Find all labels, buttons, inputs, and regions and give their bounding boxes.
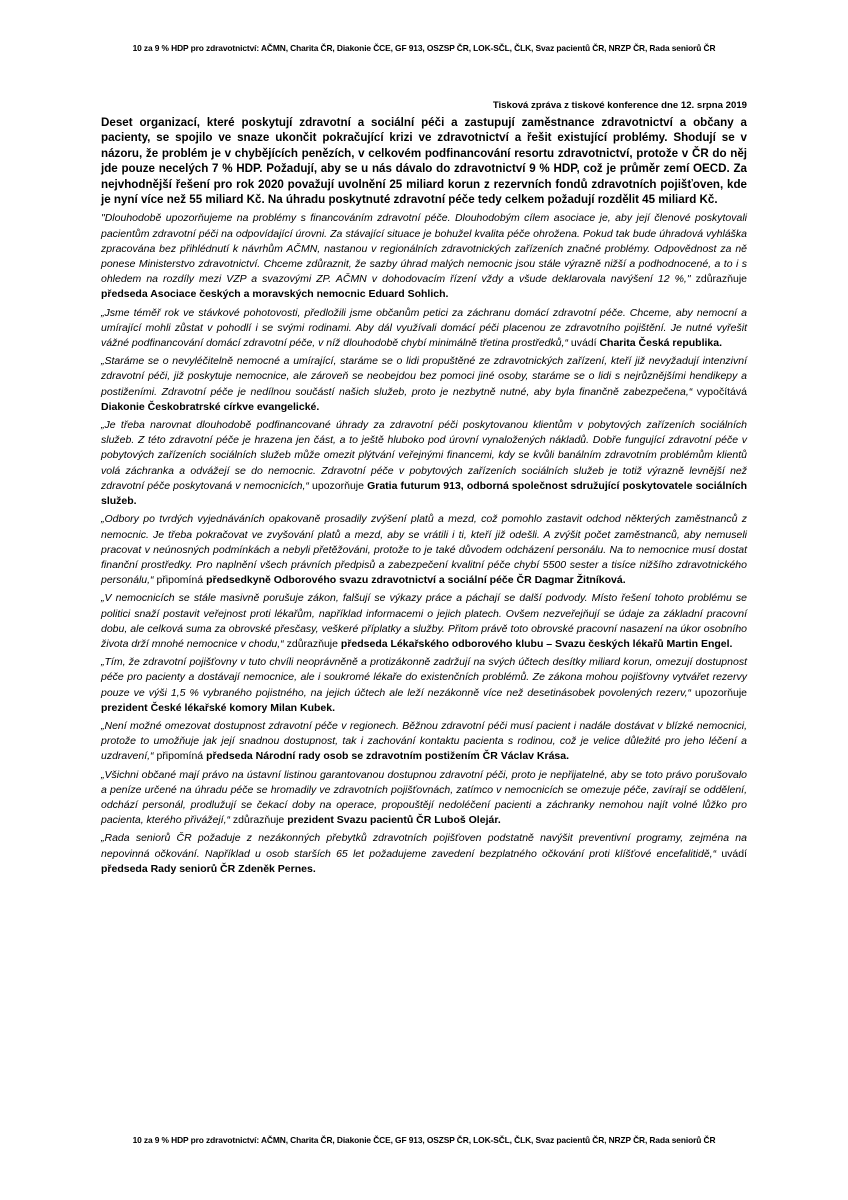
speaker: předsedkyně Odborového svazu zdravotnictví a sociální péče ČR Dagmar Žitníková.: [206, 574, 626, 587]
quote-text: „Staráme se o nevyléčitelně nemocné a umírající, staráme se o lidi propuštěné ze zdravotnických zařízení, kteří již nevyžadují intenzivní zdravotní péči, již poskytuje nemocnice, ale zároveň se neobejdou bez pomoci jiné osoby, staráme se o lidi s nejrůznějšími hendikepy a postiženími. Zdravotní péče je nedílnou součástí našich služeb, proto je nezbytně nutné, aby byla finančně zabezpečena,“: [101, 355, 747, 398]
quote-paragraph: [101, 655, 747, 716]
quote-paragraph: [101, 418, 747, 509]
attribution-verb: připomíná: [156, 574, 204, 587]
dateline: Tisková zpráva z tiskové konference dne 12. srpna 2019: [492, 100, 747, 111]
attribution-verb: připomíná: [156, 750, 204, 763]
running-header: 10 za 9 % HDP pro zdravotnictví: AČMN, Charita ČR, Diakonie ČCE, GF 913, OSZSP ČR, LOK-SČL, ČLK, Svaz pacientů ČR, NRZP ČR, Rada seniorů ČR: [132, 43, 716, 53]
quote-list: [101, 211, 747, 877]
quote-paragraph: [101, 354, 747, 415]
quote-paragraph: [101, 211, 747, 302]
attribution-verb: upozorňuje: [695, 686, 748, 699]
attribution-verb: uvádí: [570, 337, 597, 350]
speaker: Gratia futurum 913, odborná společnost sdružující poskytovatele sociálních služeb.: [101, 479, 748, 508]
quote-text: „Odbory po tvrdých vyjednáváních opakovaně prosadily zvýšení platů a mezd, což pomohlo zastavit odchod některých zaměstnanců z nemocnic. Je třeba pokračovat ve zvyšování platů a mezd, aby se vrátili i ti, kteří již odešli. A zvýšit počet zaměstnanců, aby nemuseli pracovat v neúnosných podmínkách a nebyli přetěžováni, protože to je také důvodem odcházení personálu. Na to nemocnice musí dostat finanční prostředky. Pro naplnění všech právních předpisů a zabezpečení kvalitní péče chybí 5500 sester a tisíce nižšího zdravotnického personálu,“: [101, 513, 747, 587]
attribution-verb: zdůrazňuje: [232, 814, 285, 827]
document-body: [101, 99, 747, 880]
quote-paragraph: [101, 306, 747, 352]
quote-text: "Dlouhodobě upozorňujeme na problémy s financováním zdravotní péče. Dlouhodobým cílem asociace je, aby její členové poskytovali pacientům zdravotní péči na odpovídající úrovni. Za stávající situace je bohužel kvalita péče ohrožena. Pokud tak bude úhradová vyhláška zpracována bez přihlédnutí k návrhům AČMN, nastanou v regionálních zdravotnických zařízeních značné problémy. Odpovědnost za ně ponese Ministerstvo zdravotnictví. Chceme zdůraznit, že sazby úhrad malých nemocnic jsou stále výrazně nižší a podhodnocené, a to i s ohledem na rozdíly mezi VZP a svazovými ZP. AČMN v dohodovacím řízení vždy a všude deklarovala navýšení 12 %,": [101, 212, 747, 286]
speaker: předseda Rady seniorů ČR Zdeněk Pernes.: [101, 862, 316, 875]
attribution-verb: upozorňuje: [312, 479, 364, 492]
attribution-verb: uvádí: [721, 847, 747, 860]
speaker: předseda Národní rady osob se zdravotním postižením ČR Václav Krása.: [206, 750, 570, 763]
speaker: prezident Svazu pacientů ČR Luboš Olejár.: [287, 814, 501, 827]
quote-text: „Rada seniorů ČR požaduje z nezákonných přebytků zdravotních pojišťoven podstatně navýšit preventivní programy, zejména na nepovinná očkování. Například u osob starších 65 let požadujeme zavedení bezplatného očkování proti klíšťové encefalitidě,“: [101, 832, 747, 860]
speaker: prezident České lékařské komory Milan Kubek.: [101, 701, 336, 714]
lead-paragraph: Deset organizací, které poskytují zdravotní a sociální péči a zastupují zaměstnance zdravotnictví a občany a pacienty, se spojilo ve snaze ukončit pokračující krizi ve zdravotnictví a řešit existující problémy. Shodují se v názoru, že problém je v chybějících penězích, v celkovém podfinancování resortu zdravotnictví, protože v ČR do něj jde pouze necelých 7 % HDP. Požadují, aby se u nás dávalo do zdravotnictví 9 % HDP, což je průměr zemí OECD. Za nejvhodnější řešení pro rok 2020 považují uvolnění 25 miliard korun z rezervních fondů zdravotních pojišťoven, kde je nyní více než 55 miliard Kč. Na úhradu poskytnuté zdravotní péče tedy celkem požadují rozdělit 45 miliard Kč.: [101, 116, 747, 207]
speaker: předseda Lékařského odborového klubu – Svazu českých lékařů Martin Engel.: [340, 637, 733, 650]
quote-text: „V nemocnicích se stále masivně porušuje zákon, falšují se výkazy práce a páchají se další podvody. Místo řešení tohoto problému se politici snaží postavit veřejnost proti lékařům, například informacemi o jejich platech. Ovšem nezveřejňují se údaje za základní pracovní dobu, ale celková suma za obrovské přesčasy, veškeré příplatky a služby. Přitom právě toto obrovské pracovní nasazení na úkor osobního života drží mnohé nemocnice v chodu,“: [101, 592, 747, 650]
running-footer: 10 za 9 % HDP pro zdravotnictví: AČMN, Charita ČR, Diakonie ČCE, GF 913, OSZSP ČR, LOK-SČL, ČLK, Svaz pacientů ČR, NRZP ČR, Rada seniorů ČR: [132, 1135, 716, 1145]
quote-paragraph: [101, 768, 747, 829]
quote-text: „Tím, že zdravotní pojišťovny v tuto chvíli neoprávněně a protizákonně zadržují na svých účtech desítky miliard korun, omezují dostupnost péče pro pacienty a dostávají nemocnice, ale i soukromé lékaře do existenčních problémů. Ze zákona mohou pojišťovny vytvářet rezervy pouze ve výši 1,5 % vybraného pojistného, na jejich účtech ale leží nezákonně více než desetinásobek povolených rezerv,“: [101, 656, 747, 699]
speaker: Diakonie Českobratrské církve evangelické.: [101, 400, 320, 413]
speaker: Charita Česká republika.: [599, 337, 723, 350]
quote-text: „Všichni občané mají právo na ústavní listinou garantovanou dostupnou zdravotní péči, proto je nepřijatelné, aby se toto právo porušovalo a peníze určené na úhradu péče se hromadily ve zdravotních pojišťovnách, zatímco v nemocnicích se omezuje péče, zavírají se oddělení, odchází personál, prodlužují se čekací doby na operace, propouštějí nedoléčení pacienti a záchranky nemohou najít volné lůžko pro pacienta, kterého přivážejí,“: [101, 768, 747, 827]
quote-paragraph: [101, 831, 747, 877]
attribution-verb: zdůrazňuje: [695, 273, 747, 286]
attribution-verb: vypočítává: [696, 385, 747, 398]
quote-text: „Je třeba narovnat dlouhodobě podfinancované úhrady za zdravotní péči poskytovanou klientům v pobytových zařízeních sociálních služeb. Z této zdravotní péče je hrazena jen část, a to ještě hluboko pod úrovní vynaložených nákladů. Dobře fungující zdravotní péče v pobytových zařízeních sociálních služeb může omezit plýtvání veřejnými financemi, kdy se kvůli banálním zdravotním problémům klientů volá záchranka a odvážejí se do nemocnic. Zdravotní péče v pobytových zařízeních sociálních služeb je totiž výrazně levnější než zdravotní péče poskytovaná v nemocnicích,“: [101, 419, 747, 492]
quote-paragraph: [101, 512, 747, 588]
quote-paragraph: [101, 719, 747, 765]
quote-text: „Není možné omezovat dostupnost zdravotní péče v regionech. Běžnou zdravotní péči musí pacient i nadále dostávat v blízké nemocnici, protože to umožňuje jak její snadnou dostupnost, tak i zachování kontaktu pacienta s rodinou, což je velice důležité pro jeho léčení a uzdravení,“: [101, 719, 747, 763]
quote-paragraph: [101, 591, 747, 652]
speaker: předseda Asociace českých a moravských nemocnic Eduard Sohlich.: [101, 288, 449, 301]
attribution-verb: zdůrazňuje: [286, 637, 338, 650]
quote-text: „Jsme téměř rok ve stávkové pohotovosti, předložili jsme občanům petici za záchranu domácí zdravotní péče. Chceme, aby nemocní a umírající mohli zůstat v pohodlí i se svými rodinami. Aby dál využívali domácí péči placenou ze zdravotního pojištění. Je nutné vyřešit vážné podfinancování domácí zdravotní péče, v níž dlouhodobě chybí minimálně třetina prostředků,“: [101, 306, 747, 350]
